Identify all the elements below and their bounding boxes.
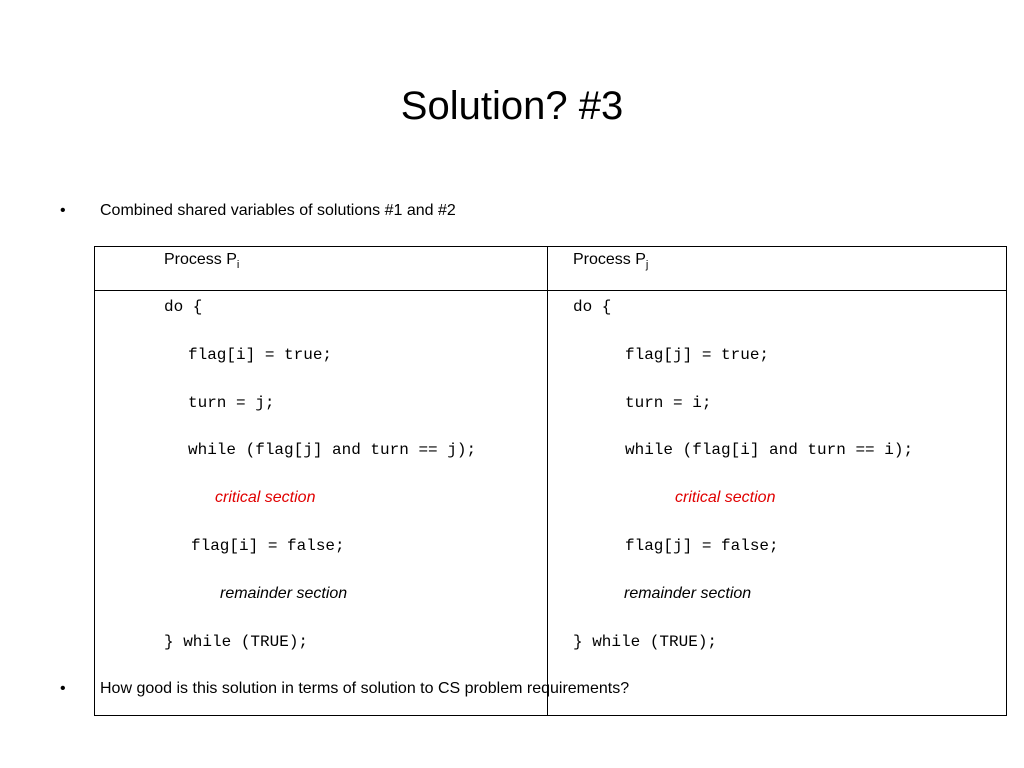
header-subscript: j [645,259,649,271]
code-flag-set-left: flag[i] = true; [188,346,333,364]
slide-title: Solution? #3 [400,84,624,128]
code-end-left: } while (TRUE); [164,633,309,651]
code-flag-set-right: flag[j] = true; [625,346,770,364]
code-flag-reset-left: flag[i] = false; [191,537,345,555]
column-divider [547,247,548,715]
code-turn-right: turn = i; [625,394,712,412]
header-process-pj: Process $P_j$ [573,251,649,271]
code-end-right: } while (TRUE); [573,633,718,651]
remainder-section-right: remainder section [624,585,752,602]
code-while-wait-right: while (flag[i] and turn == i); [625,441,914,459]
header-process-pi: Process $P_i$ [164,251,240,271]
header-divider [95,290,1006,291]
bullet-text-2: How good is this solution in terms of solution to CS problem requirements? [100,680,630,697]
critical-section-right: critical section [675,489,776,506]
bullet-dot-icon: • [60,680,66,697]
bullet-dot-icon: • [60,202,66,219]
bullet-text-1: Combined shared variables of solutions #1 and #2 [100,202,456,219]
code-while-wait-left: while (flag[j] and turn == j); [188,441,477,459]
code-flag-reset-right: flag[j] = false; [625,537,779,555]
critical-section-left: critical section [215,489,316,506]
code-turn-left: turn = j; [188,394,275,412]
header-subscript: i [236,259,240,271]
code-do-left: do { [164,298,203,316]
remainder-section-left: remainder section [220,585,348,602]
code-do-right: do { [573,298,612,316]
code-comparison-table [94,246,1007,716]
